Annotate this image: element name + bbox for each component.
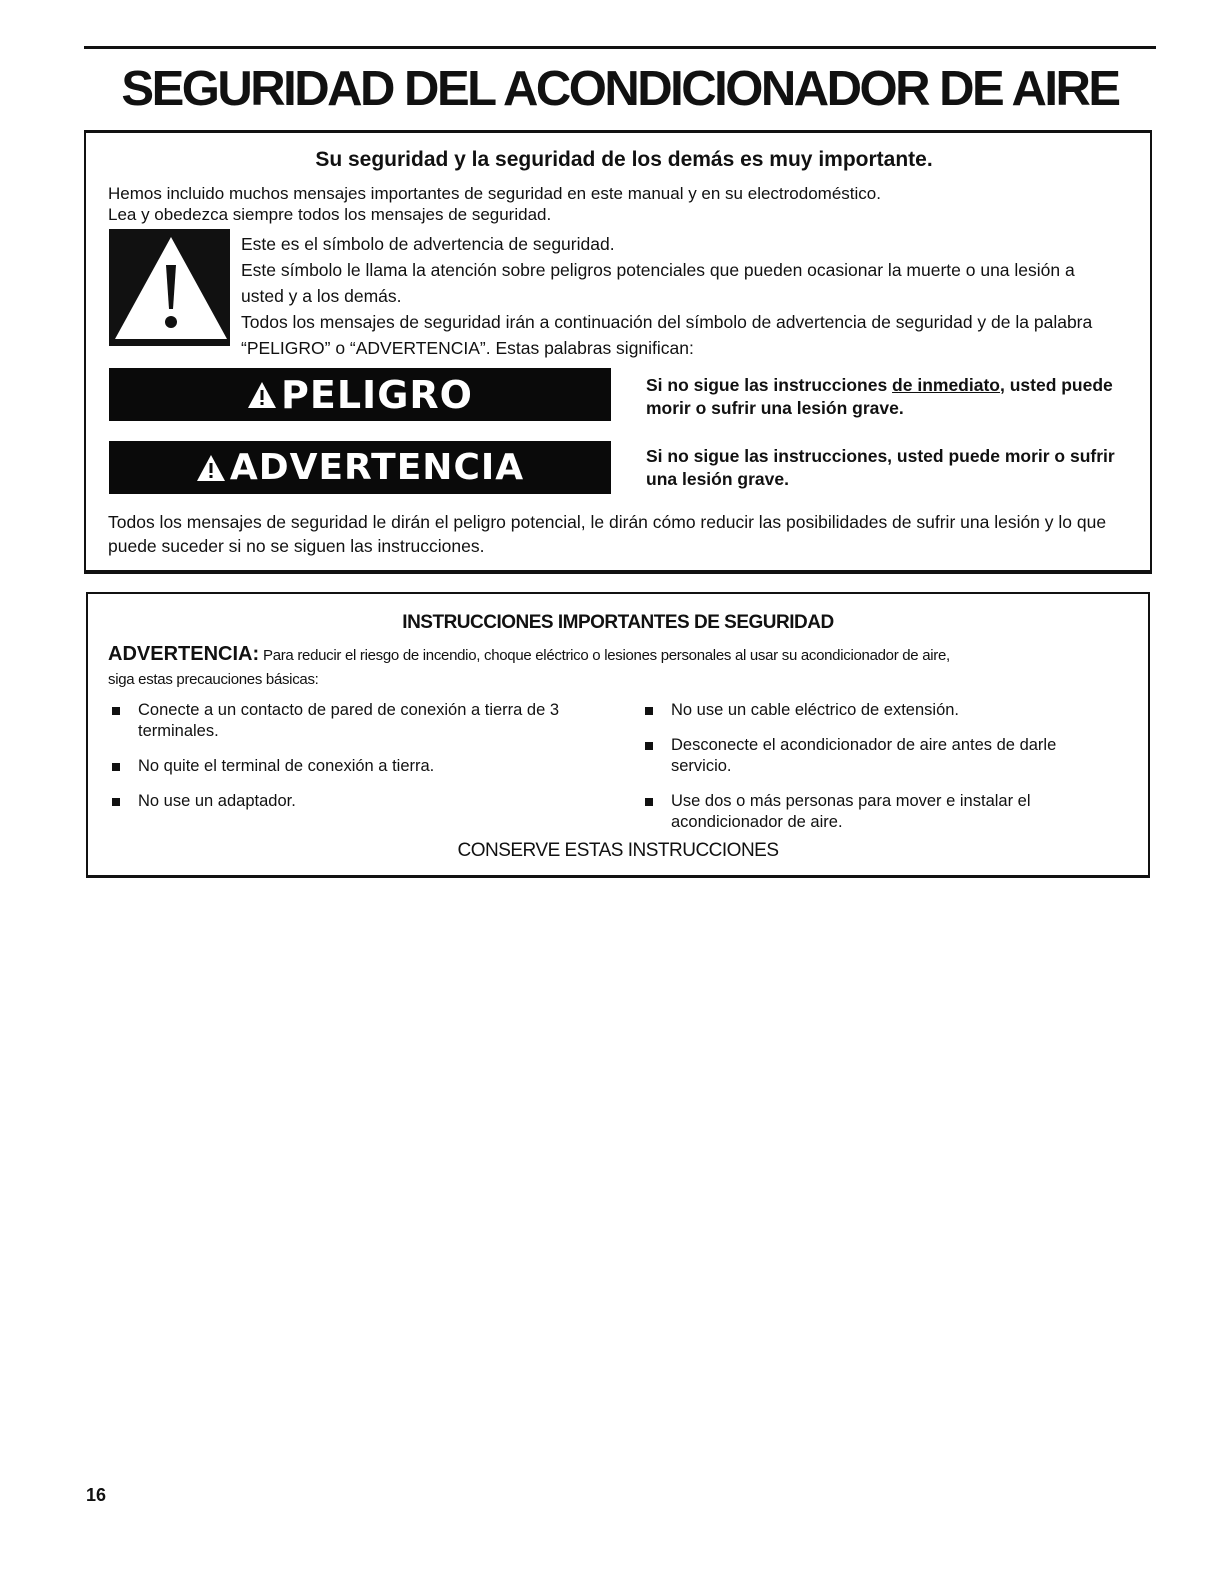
peligro-description [646, 374, 1116, 420]
safety-box-footer: Todos los mensajes de seguridad le dirán el peligro potencial, le dirán cómo reducir las posibilidades de sufrir una lesión y lo que puede suceder si no se siguen las instrucciones. [108, 512, 1107, 556]
safety-box-heading: Su seguridad y la seguridad de los demás es muy importante. [315, 148, 933, 171]
list-item: Conecte a un contacto de pared de conexión a tierra de 3 terminales. [108, 700, 608, 742]
peligro-desc-emphasis: de inmediato [892, 375, 1000, 395]
list-item: Desconecte el acondicionador de aire antes de darle servicio. [641, 735, 1121, 777]
left-precautions-list [108, 700, 608, 812]
safety-alert-symbol [109, 229, 230, 346]
symbol-line-3: Todos los mensajes de seguridad irán a continuación del símbolo de advertencia de seguridad y de la palabra “PELIGRO” o “ADVERTENCIA”. Estas palabras significan: [241, 312, 1093, 358]
peligro-label: PELIGRO [281, 372, 473, 417]
list-item: No use un adaptador. [108, 791, 608, 812]
top-rule [84, 46, 1156, 49]
peligro-desc-start: Si no sigue las instrucciones [646, 375, 893, 395]
peligro-desc-end: , usted puede morir o sufrir una lesión grave. [646, 375, 1113, 418]
list-item: No use un cable eléctrico de extensión. [641, 700, 1121, 721]
safety-intro [108, 183, 881, 225]
advertencia-signal-word [109, 441, 611, 494]
instructions-warning-cont: siga estas precauciones básicas: [108, 671, 319, 688]
advertencia-label: ADVERTENCIA [229, 447, 525, 488]
intro-line-2: Lea y obedezca siempre todos los mensajes de seguridad. [108, 205, 552, 224]
instructions-warning [108, 644, 1148, 666]
symbol-line-2: Este símbolo le llama la atención sobre peligros potenciales que pueden ocasionar la muerte o una lesión a usted y a los demás. [241, 260, 1075, 306]
warning-triangle-icon [196, 453, 226, 483]
page-number: 16 [86, 1485, 107, 1505]
list-item: Use dos o más personas para mover e instalar el acondicionador de aire. [641, 791, 1121, 833]
peligro-signal-word [109, 368, 611, 421]
warning-triangle-icon [247, 380, 277, 410]
advertencia-description: Si no sigue las instrucciones, usted puede morir o sufrir una lesión grave. [646, 446, 1115, 489]
symbol-line-1: Este es el símbolo de advertencia de seguridad. [241, 234, 615, 254]
right-precautions-list [641, 700, 1121, 833]
warning-triangle-icon [109, 229, 230, 346]
page-title: SEGURIDAD DEL ACONDICIONADOR DE AIRE [121, 62, 1119, 116]
list-item: No quite el terminal de conexión a tierra. [108, 756, 608, 777]
warning-text: Para reducir el riesgo de incendio, choque eléctrico o lesiones personales al usar su acondicionador de aire, [259, 647, 950, 664]
symbol-explanation [241, 231, 1121, 361]
instructions-heading: INSTRUCCIONES IMPORTANTES DE SEGURIDAD [402, 612, 834, 633]
warning-label: ADVERTENCIA: [108, 643, 260, 665]
intro-line-1: Hemos incluido muchos mensajes importantes de seguridad en este manual y en su electrodoméstico. [108, 184, 881, 203]
keep-instructions-note: CONSERVE ESTAS INSTRUCCIONES [457, 840, 779, 861]
